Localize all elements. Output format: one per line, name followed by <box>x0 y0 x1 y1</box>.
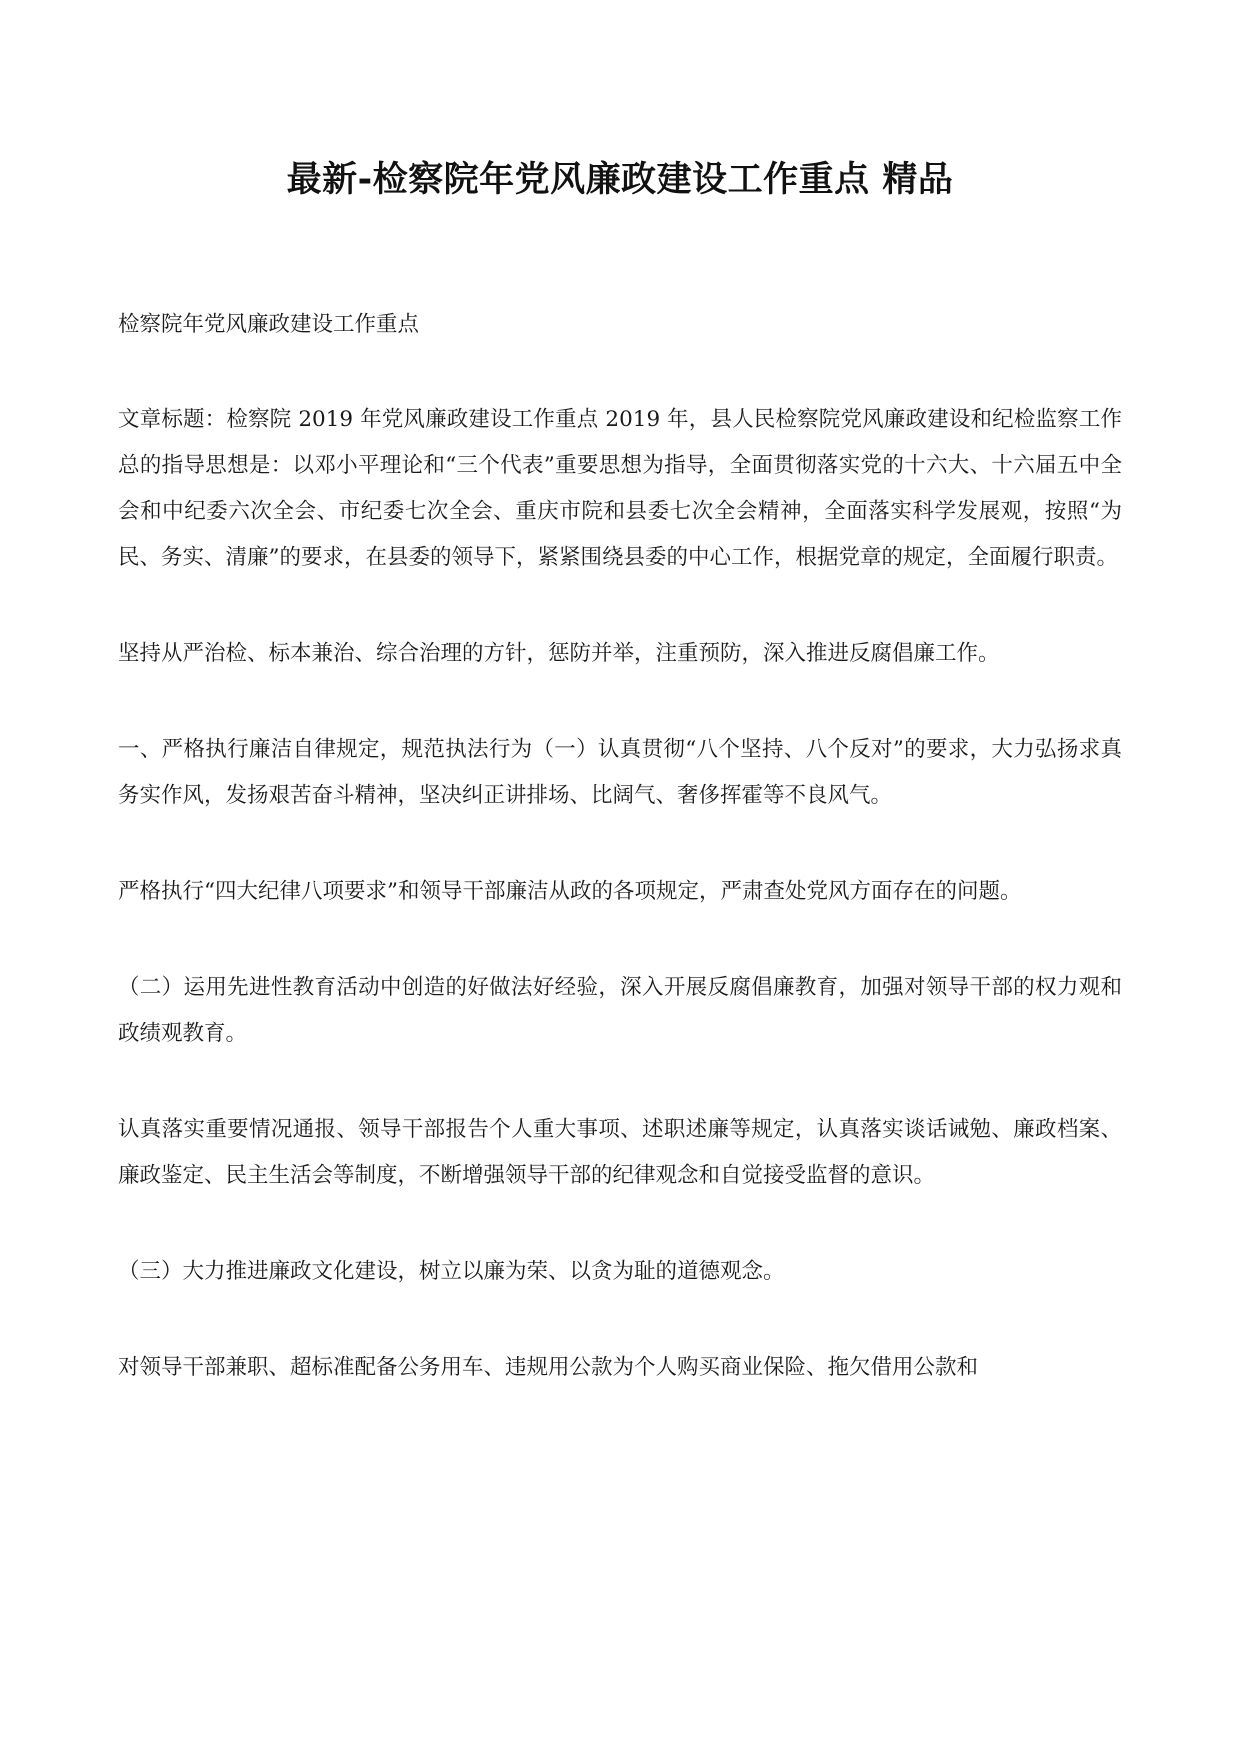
paragraph-6: 认真落实重要情况通报、领导干部报告个人重大事项、述职述廉等规定，认真落实谈话诫勉、廉政档案、廉政鉴定、民主生活会等制度，不断增强领导干部的纪律观念和自觉接受监督的意识。 <box>118 1117 1122 1188</box>
document-subtitle: 检察院年党风廉政建设工作重点 <box>118 312 420 337</box>
paragraph-5: （二）运用先进性教育活动中创造的好做法好经验，深入开展反腐倡廉教育，加强对领导干部的权力观和政绩观教育。 <box>118 975 1122 1046</box>
paragraph-2: 坚持从严治检、标本兼治、综合治理的方针，惩防并举，注重预防，深入推进反腐倡廉工作。 <box>118 641 1000 666</box>
paragraph-8: 对领导干部兼职、超标准配备公务用车、违规用公款为个人购买商业保险、拖欠借用公款和 <box>118 1355 979 1380</box>
paragraph-3: 一、严格执行廉洁自律规定，规范执法行为（一）认真贯彻“八个坚持、八个反对”的要求，大力弘扬求真务实作风，发扬艰苦奋斗精神，坚决纠正讲排场、比阔气、奢侈挥霍等不良风气。 <box>118 737 1122 808</box>
document-title: 最新-检察院年党风廉政建设工作重点 精品 <box>286 160 954 200</box>
paragraph-7: （三）大力推进廉政文化建设，树立以廉为荣、以贪为耻的道德观念。 <box>118 1259 785 1284</box>
paragraph-4: 严格执行“四大纪律八项要求”和领导干部廉洁从政的各项规定，严肃查处党风方面存在的问题。 <box>118 879 1022 904</box>
paragraph-1: 文章标题：检察院 2019 年党风廉政建设工作重点 2019 年，县人民检察院党风廉政建设和纪检监察工作总的指导思想是：以邓小平理论和“三个代表”重要思想为指导，全面贯彻落实党的十六大、十六届五中全会和中纪委六次全会、市纪委七次全会、重庆市院和县委七次全会精神，全面落实科学发展观，按照“为民、务实、清廉”的要求，在县委的领导下，紧紧围绕县委的中心工作，根据党章的规定，全面履行职责。 <box>118 407 1122 570</box>
